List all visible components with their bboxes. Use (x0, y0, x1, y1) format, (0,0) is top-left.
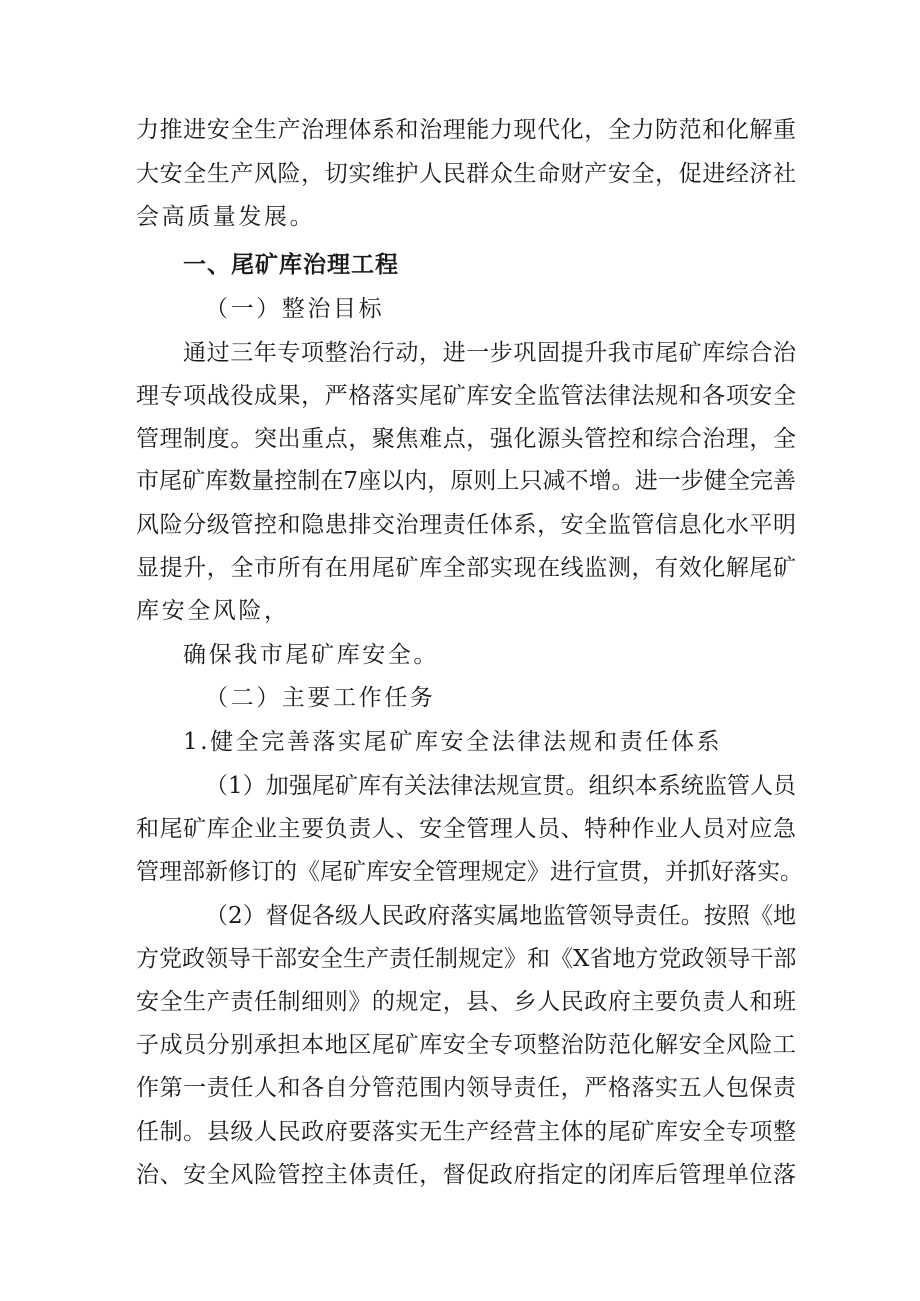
body-line: 风险分级管控和隐患排交治理责任体系，安全监管信息化水平明 (136, 512, 796, 538)
body-line: 作第一责任人和各自分管范围内领导责任，严格落实五人包保责 (136, 1075, 796, 1101)
body-line: （1）加强尾矿库有关法律法规宣贯。组织本系统监管人员 (205, 773, 796, 799)
body-line: 力推进安全生产治理体系和治理能力现代化，全力防范和化解重 (136, 117, 796, 143)
body-line: 确保我市尾矿库安全。 (183, 642, 439, 668)
body-line: 库安全风险， (136, 598, 290, 624)
body-line: （2）督促各级人民政府落实属地监管领导责任。按照《地 (205, 903, 796, 929)
body-line: 管理制度。突出重点，聚焦难点，强化源头管控和综合治理，全 (136, 426, 796, 452)
body-line: 显提升，全市所有在用尾矿库全部实现在线监测，有效化解尾矿 (136, 555, 796, 581)
body-line: 方党政领导干部安全生产责任制规定》和《X省地方党政领导干部 (136, 946, 797, 972)
body-line: 大安全生产风险，切实维护人民群众生命财产安全，促进经济社 (136, 161, 796, 187)
body-line: 会高质量发展。 (136, 204, 316, 230)
body-line: 理专项战役成果，严格落实尾矿库安全监管法律法规和各项安全 (136, 383, 796, 409)
body-line: 市尾矿库数量控制在7座以内，原则上只减不增。进一步健全完善 (136, 468, 796, 494)
body-line: 管理部新修订的《尾矿库安全管理规定》进行宣贯，并抓好落实。 (136, 859, 803, 885)
subsection-heading: （二）主要工作任务 (205, 685, 436, 711)
body-line: 和尾矿库企业主要负责人、安全管理人员、特种作业人员对应急 (136, 816, 796, 842)
subsection-heading: （一）整治目标 (205, 296, 385, 322)
body-line: 通过三年专项整治行动，进一步巩固提升我市尾矿库综合治 (183, 340, 796, 366)
item-heading: 1.健全完善落实尾矿库安全法律法规和责任体系 (183, 729, 723, 755)
section-heading: 一、尾矿库治理工程 (183, 252, 399, 278)
body-line: 安全生产责任制细则》的规定，县、乡人民政府主要负责人和班 (136, 989, 796, 1015)
body-line: 子成员分别承担本地区尾矿库安全专项整治防范化解安全风险工 (136, 1032, 796, 1058)
body-line: 治、安全风险管控主体责任，督促政府指定的闭库后管理单位落 (136, 1162, 796, 1188)
body-line: 任制。县级人民政府要落实无生产经营主体的尾矿库安全专项整 (136, 1119, 796, 1145)
